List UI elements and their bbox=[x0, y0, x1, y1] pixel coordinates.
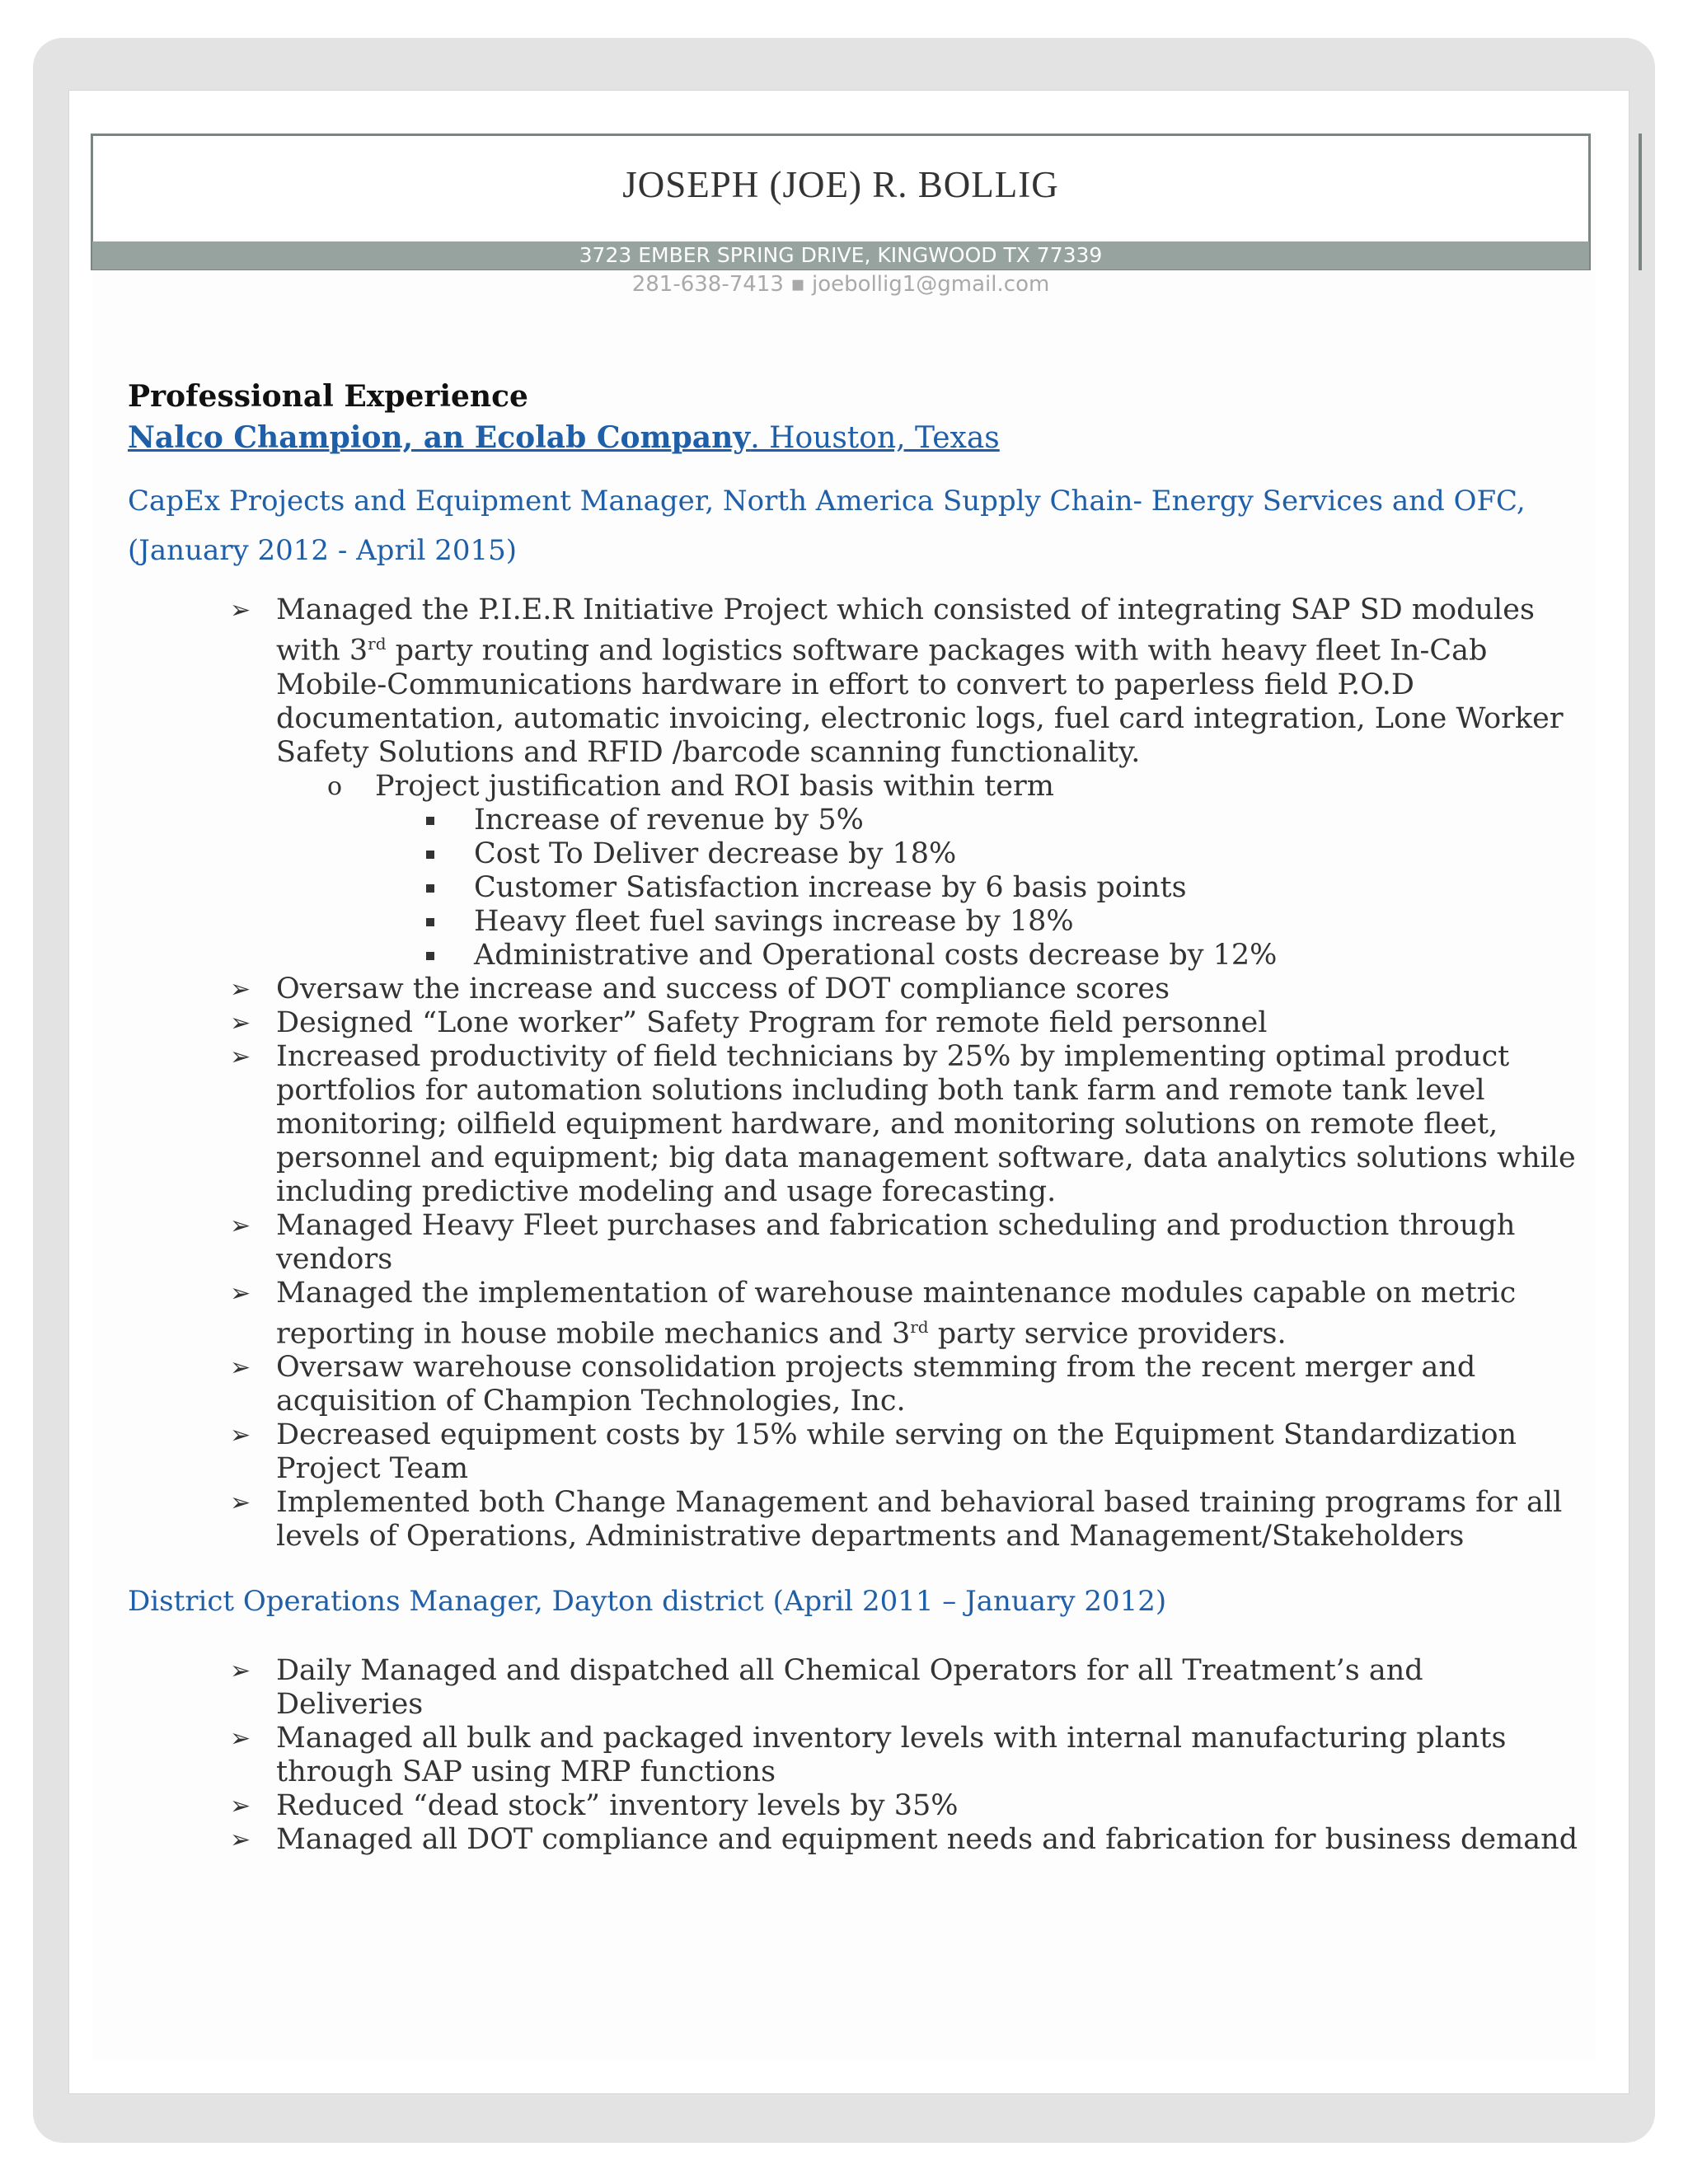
square-bullet-icon bbox=[426, 851, 434, 859]
arrow-bullet-icon: ➢ bbox=[230, 1353, 251, 1383]
arrow-bullet-icon: ➢ bbox=[230, 1488, 251, 1518]
arrow-bullet-icon: ➢ bbox=[230, 1825, 251, 1855]
role-2-bullets bbox=[128, 1654, 1578, 1857]
list-item: Increase of revenue by 5% bbox=[474, 804, 1578, 837]
contact-line: 281-638-7413 ▪ joebollig1@gmail.com bbox=[631, 272, 1050, 297]
arrow-bullet-icon: ➢ bbox=[230, 1421, 251, 1451]
sub-sub-list bbox=[375, 804, 1578, 972]
sub-list bbox=[276, 770, 1578, 972]
list-item: o Project justification and ROI basis within term Increase of revenue by 5% Cost To Deliver decrease by 18% Customer Satisfaction increase by 6 basis points Heavy fleet fuel savings increase by 18% Administrative and Operational costs decrease by 12% bbox=[375, 770, 1578, 972]
list-item: ➢ Managed the P.I.E.R Initiative Project which consisted of integrating SAP SD modules with 3rd party routing and logistics software packages with with heavy fleet In-Cab Mobile-Communications hardware in effort to convert to paperless field P.O.D documentation, automatic invoicing, electronic logs, fuel card integration, Lone Worker Safety Solutions and RFID /barcode scanning functionality. o Project justification and ROI basis within term Increase of revenue by 5% Cost To Deliver decrease by 18% Customer Satisfaction increase by 6 basis points Heavy fleet fuel savings increase by 18% Administrative and Operational costs decrease by 12% bbox=[276, 593, 1578, 972]
arrow-bullet-icon: ➢ bbox=[230, 1042, 251, 1071]
role-1-bullets bbox=[128, 593, 1578, 1554]
company-line bbox=[128, 420, 1578, 455]
list-item: ➢ Oversaw the increase and success of DOT compliance scores bbox=[230, 972, 1170, 1005]
address-bar: 3723 EMBER SPRING DRIVE, KINGWOOD TX 77339 bbox=[92, 241, 1589, 269]
list-item: ➢ Decreased equipment costs by 15% while serving on the Equipment Standardization Project Team bbox=[230, 1418, 1517, 1486]
role-heading-2: District Operations Manager, Dayton district (April 2011 – January 2012) bbox=[128, 1585, 1167, 1619]
header-rule bbox=[1639, 134, 1642, 270]
list-item: Administrative and Operational costs decrease by 12% bbox=[474, 939, 1578, 972]
arrow-bullet-icon: ➢ bbox=[230, 1792, 251, 1821]
role-title: CapEx Projects and Equipment Manager, North America Supply Chain- Energy Services and OFC, bbox=[128, 485, 1526, 518]
list-item: ➢ Daily Managed and dispatched all Chemical Operators for all Treatment’s and Deliveries bbox=[230, 1654, 1423, 1722]
list-item: ➢ Reduced “dead stock” inventory levels by 35% bbox=[230, 1789, 959, 1823]
arrow-bullet-icon: ➢ bbox=[230, 596, 251, 625]
resume-name: JOSEPH (JOE) R. BOLLIG bbox=[622, 164, 1059, 205]
square-bullet-icon bbox=[426, 952, 434, 960]
list-item: Customer Satisfaction increase by 6 basis points bbox=[474, 871, 1578, 905]
square-bullet-icon bbox=[426, 918, 434, 926]
list-item: ➢ Oversaw warehouse consolidation projects stemming from the recent merger and acquisition of Champion Technologies, Inc. bbox=[230, 1351, 1476, 1418]
list-item: ➢ Implemented both Change Management and behavioral based training programs for all levels of Operations, Administrative departments and Management/Stakeholders bbox=[230, 1486, 1563, 1554]
role-dates: (January 2012 - April 2015) bbox=[128, 534, 518, 567]
role-heading-1 bbox=[128, 476, 1578, 575]
company-link[interactable]: Nalco Champion, an Ecolab Company bbox=[128, 420, 751, 455]
arrow-bullet-icon: ➢ bbox=[230, 1724, 251, 1754]
list-item: Heavy fleet fuel savings increase by 18% bbox=[474, 905, 1578, 939]
arrow-bullet-icon: ➢ bbox=[230, 1211, 251, 1240]
company-location: . Houston, Texas bbox=[750, 421, 1000, 455]
circle-bullet-icon: o bbox=[327, 771, 343, 801]
arrow-bullet-icon: ➢ bbox=[230, 974, 251, 1004]
list-item: ➢ Designed “Lone worker” Safety Program for remote field personnel bbox=[230, 1005, 1268, 1039]
arrow-bullet-icon: ➢ bbox=[230, 1008, 251, 1038]
list-item: ➢ Managed Heavy Fleet purchases and fabrication scheduling and production through vendors bbox=[230, 1208, 1516, 1276]
square-bullet-icon bbox=[426, 817, 434, 825]
arrow-bullet-icon: ➢ bbox=[230, 1657, 251, 1686]
list-item: Cost To Deliver decrease by 18% bbox=[474, 837, 1578, 871]
list-item: ➢ Managed all DOT compliance and equipment needs and fabrication for business demand bbox=[230, 1823, 1578, 1857]
list-item: ➢ Increased productivity of field technicians by 25% by implementing optimal product portfolios for automation solutions including both tank farm and remote tank level monitoring; oilfield equipment hardware, and monitoring solutions on remote fleet, personnel and equipment; big data management software, data analytics solutions while including predictive modeling and usage forecasting. bbox=[230, 1039, 1576, 1208]
square-bullet-icon bbox=[426, 884, 434, 893]
resume-content bbox=[128, 379, 1578, 1857]
arrow-bullet-icon: ➢ bbox=[230, 1278, 251, 1308]
list-item: ➢ Managed all bulk and packaged inventory levels with internal manufacturing plants through SAP using MRP functions bbox=[230, 1722, 1507, 1789]
list-item: ➢ Managed the implementation of warehouse maintenance modules capable on metric reporting in house mobile mechanics and 3rd party service providers. bbox=[230, 1276, 1517, 1351]
section-title: Professional Experience bbox=[128, 379, 528, 414]
